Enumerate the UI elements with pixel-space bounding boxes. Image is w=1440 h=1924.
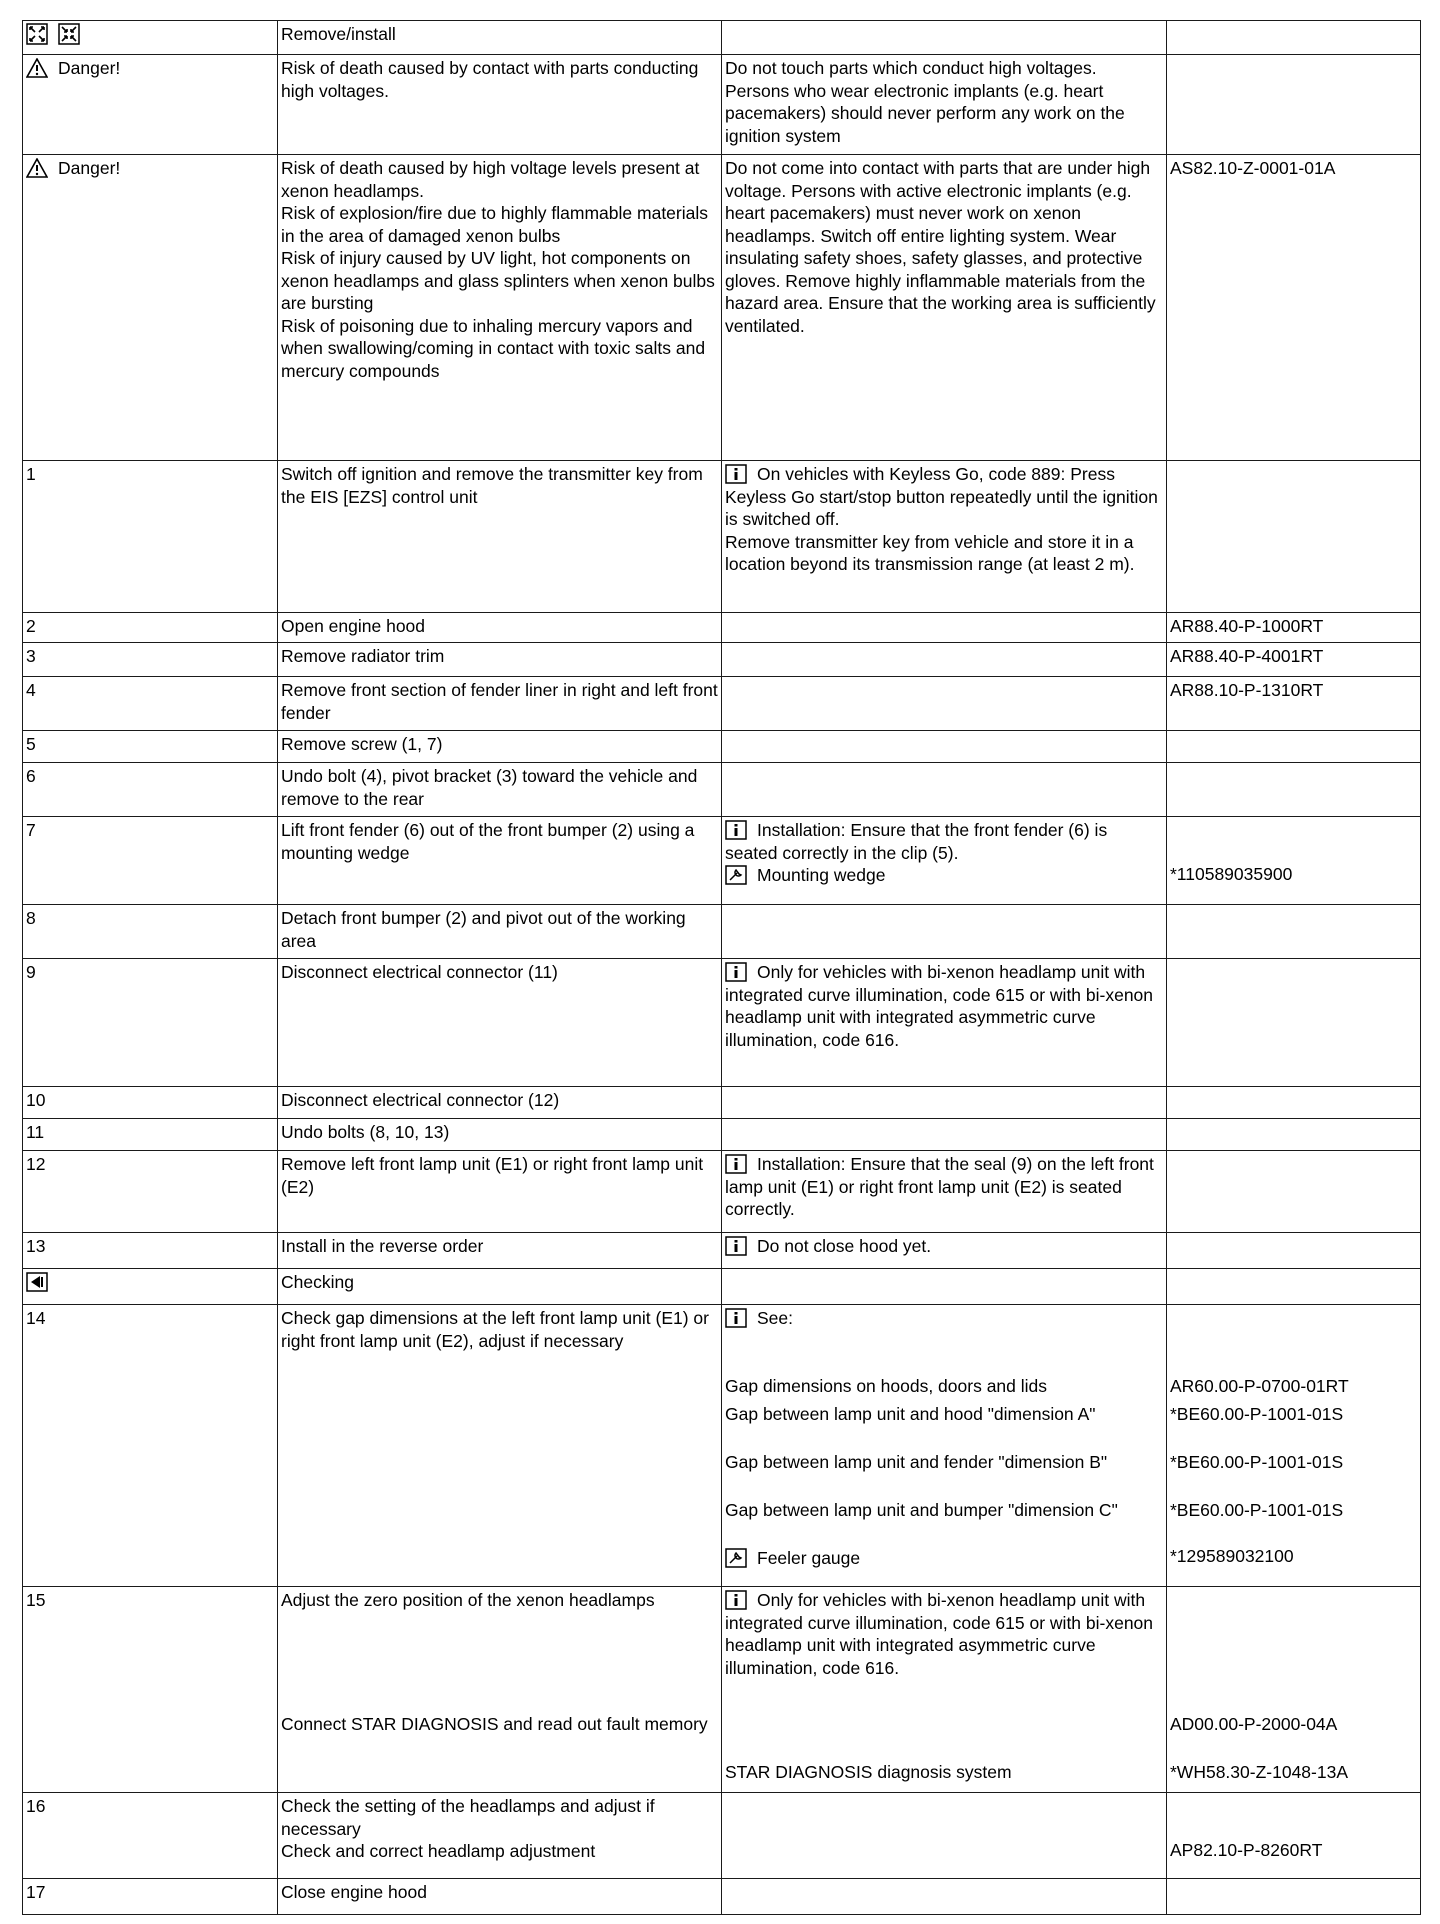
note-cell [722, 643, 1167, 677]
note-cell [722, 155, 1167, 461]
ref-cell [1167, 1233, 1421, 1269]
desc-line: Risk of poisoning due to inhaling mercury vapors and when swallowing/coming in contact with toxic salts and mercury compounds [281, 315, 706, 381]
ref-cell: AR88.40-P-1000RT [1167, 613, 1421, 643]
ref-cell [1167, 1587, 1421, 1793]
step-label: Danger! [58, 58, 121, 78]
ref-line: *BE60.00-P-1001-01S [1170, 1452, 1344, 1472]
desc-line: Switch off ignition and remove the transmitter key from the EIS [EZS] control unit [281, 464, 703, 507]
step-cell: 8 [23, 905, 278, 959]
info-icon [725, 820, 747, 840]
note-cell [722, 1269, 1167, 1305]
header-ref-cell [1167, 21, 1421, 55]
ref-cell [1167, 817, 1421, 905]
info-icon [725, 1308, 747, 1328]
note-cell [722, 461, 1167, 613]
info-icon [725, 962, 747, 982]
desc-cell: Close engine hood [278, 1879, 722, 1915]
ref-line: *129589032100 [1170, 1546, 1294, 1566]
info-icon [725, 1154, 747, 1174]
step-label: Danger! [58, 158, 121, 178]
desc-line: Risk of explosion/fire due to highly flammable materials in the area of damaged xenon bulbs [281, 203, 708, 246]
ref-line: AD00.00-P-2000-04A [1170, 1714, 1338, 1734]
step-cell: 2 [23, 613, 278, 643]
table-row [23, 55, 1421, 155]
desc-cell: Disconnect electrical connector (12) [278, 1087, 722, 1119]
ref-cell: AR88.40-P-4001RT [1167, 643, 1421, 677]
note-cell [722, 1087, 1167, 1119]
note-line: Mounting wedge [757, 865, 886, 885]
step-cell: 9 [23, 959, 278, 1087]
desc-cell: Disconnect electrical connector (11) [278, 959, 722, 1087]
note-line: Feeler gauge [757, 1548, 861, 1568]
procedure-table [22, 20, 1421, 1915]
note-line: Installation: Ensure that the front fender (6) is seated correctly in the clip (5). [725, 820, 1108, 863]
desc-cell: Remove radiator trim [278, 643, 722, 677]
info-icon [725, 464, 747, 484]
ref-line: AS82.10-Z-0001-01A [1170, 158, 1336, 178]
note-cell [722, 1879, 1167, 1915]
note-cell [722, 1305, 1167, 1587]
ref-cell [1167, 959, 1421, 1087]
ref-cell [1167, 1879, 1421, 1915]
desc-cell [278, 55, 722, 155]
step-cell: 14 [23, 1305, 278, 1587]
desc-line: Check and correct headlamp adjustment [281, 1841, 596, 1861]
note-cell [722, 677, 1167, 731]
special-tool-icon [725, 1548, 747, 1568]
table-row [23, 1151, 1421, 1233]
install-icon [58, 23, 80, 45]
table-row [23, 959, 1421, 1087]
ref-line [1170, 819, 1417, 863]
step-cell: 10 [23, 1087, 278, 1119]
note-cell [722, 905, 1167, 959]
checking-icon [26, 1272, 48, 1292]
desc-cell [278, 1793, 722, 1879]
ref-cell [1167, 1119, 1421, 1151]
ref-cell [1167, 731, 1421, 763]
ref-line: *110589035900 [1170, 864, 1293, 884]
ref-cell [1167, 1793, 1421, 1879]
note-cell [722, 1151, 1167, 1233]
desc-line: Risk of death caused by high voltage levels present at xenon headlamps. [281, 158, 700, 201]
step-cell: 1 [23, 461, 278, 613]
desc-cell: Remove screw (1, 7) [278, 731, 722, 763]
table-row [23, 677, 1421, 731]
note-cell [722, 731, 1167, 763]
note-cell [722, 55, 1167, 155]
step-cell [23, 155, 278, 461]
ref-line: AR60.00-P-0700-01RT [1170, 1376, 1349, 1396]
ref-cell [1167, 461, 1421, 613]
table-row [23, 1119, 1421, 1151]
note-line: Do not touch parts which conduct high voltages. Persons who wear electronic implants (e.g. heart pacemakers) should never perform any work on the ignition system [725, 58, 1125, 146]
step-cell: 13 [23, 1233, 278, 1269]
desc-cell: Remove front section of fender liner in right and left front fender [278, 677, 722, 731]
table-row [23, 643, 1421, 677]
table-row [23, 1879, 1421, 1915]
note-line: Installation: Ensure that the seal (9) on the left front lamp unit (E1) or right front lamp unit (E2) is seated correctly. [725, 1154, 1154, 1219]
table-row [23, 613, 1421, 643]
step-cell [23, 1269, 278, 1305]
note-line: Only for vehicles with bi-xenon headlamp unit with integrated curve illumination, code 615 or with bi-xenon headlamp unit with integrated asymmetric curve illumination, code 616. [725, 962, 1154, 1050]
desc-line: Adjust the zero position of the xenon headlamps [281, 1590, 655, 1610]
step-cell: 3 [23, 643, 278, 677]
step-cell: 5 [23, 731, 278, 763]
header-label: Remove/install [278, 21, 722, 55]
ref-line: AP82.10-P-8260RT [1170, 1840, 1323, 1860]
note-cell [722, 1793, 1167, 1879]
note-line: Gap between lamp unit and hood "dimension A" [725, 1404, 1096, 1424]
table-row [23, 461, 1421, 613]
table-row [23, 1087, 1421, 1119]
desc-cell [278, 1587, 722, 1793]
ref-cell: AR88.10-P-1310RT [1167, 677, 1421, 731]
header-note-cell [722, 21, 1167, 55]
table-row [23, 1305, 1421, 1587]
note-cell [722, 817, 1167, 905]
ref-cell [1167, 905, 1421, 959]
ref-line [1170, 1307, 1417, 1375]
table-row [23, 905, 1421, 959]
note-line: Do not come into contact with parts that are under high voltage. Persons with active electronic implants (e.g. heart pacemakers) must never work on xenon headlamps. Switch off entire lighting system. Wear insulating safety shoes, safety glasses, and protective gloves. Remove highly inflammable materials from the hazard area. Ensure that the working area is sufficiently ventilated. [725, 158, 1156, 336]
remove-icon [26, 23, 48, 45]
note-cell [722, 1233, 1167, 1269]
ref-line [1170, 1795, 1417, 1839]
note-line: On vehicles with Keyless Go, code 889: Press Keyless Go start/stop button repeatedly until the ignition is switched off. [725, 464, 1158, 529]
desc-cell: Remove left front lamp unit (E1) or right front lamp unit (E2) [278, 1151, 722, 1233]
ref-line: *BE60.00-P-1001-01S [1170, 1404, 1344, 1424]
desc-line: Connect STAR DIAGNOSIS and read out fault memory [281, 1714, 708, 1734]
step-cell: 15 [23, 1587, 278, 1793]
table-row [23, 817, 1421, 905]
ref-cell [1167, 1269, 1421, 1305]
ref-line [1170, 1589, 1417, 1713]
note-cell [722, 613, 1167, 643]
step-cell: 12 [23, 1151, 278, 1233]
step-cell: 11 [23, 1119, 278, 1151]
desc-cell: Checking [278, 1269, 722, 1305]
desc-cell: Check gap dimensions at the left front lamp unit (E1) or right front lamp unit (E2), adjust if necessary [278, 1305, 722, 1587]
note-cell [722, 959, 1167, 1087]
desc-cell [278, 155, 722, 461]
note-line: Remove transmitter key from vehicle and store it in a location beyond its transmission range (at least 2 m). [725, 531, 1135, 574]
desc-cell: Lift front fender (6) out of the front bumper (2) using a mounting wedge [278, 817, 722, 905]
table-row [23, 1587, 1421, 1793]
note-line: Only for vehicles with bi-xenon headlamp unit with integrated curve illumination, code 615 or with bi-xenon headlamp unit with integrated asymmetric curve illumination, code 616. [725, 1590, 1154, 1678]
warning-triangle-icon [26, 58, 48, 78]
note-line: Do not close hood yet. [757, 1236, 932, 1256]
info-icon [725, 1236, 747, 1256]
info-icon [725, 1590, 747, 1610]
desc-line: Check the setting of the headlamps and adjust if necessary [281, 1796, 655, 1839]
step-cell: 17 [23, 1879, 278, 1915]
ref-cell [1167, 155, 1421, 461]
step-cell: 7 [23, 817, 278, 905]
ref-cell [1167, 763, 1421, 817]
note-line: See: [757, 1308, 793, 1328]
step-cell: 16 [23, 1793, 278, 1879]
note-line [725, 1713, 1163, 1761]
desc-line: Risk of death caused by contact with parts conducting high voltages. [281, 58, 699, 101]
note-cell [722, 1587, 1167, 1793]
step-cell: 6 [23, 763, 278, 817]
note-cell [722, 1119, 1167, 1151]
table-row [23, 731, 1421, 763]
desc-cell: Install in the reverse order [278, 1233, 722, 1269]
ref-cell [1167, 1305, 1421, 1587]
desc-cell: Undo bolt (4), pivot bracket (3) toward the vehicle and remove to the rear [278, 763, 722, 817]
note-cell [722, 763, 1167, 817]
ref-line: *WH58.30-Z-1048-13A [1170, 1762, 1348, 1782]
ref-cell [1167, 1087, 1421, 1119]
desc-cell [278, 461, 722, 613]
ref-line: *BE60.00-P-1001-01S [1170, 1500, 1344, 1520]
step-cell: 4 [23, 677, 278, 731]
desc-cell: Detach front bumper (2) and pivot out of the working area [278, 905, 722, 959]
warning-triangle-icon [26, 158, 48, 178]
desc-cell: Undo bolts (8, 10, 13) [278, 1119, 722, 1151]
header-icons-cell [23, 21, 278, 55]
desc-cell: Open engine hood [278, 613, 722, 643]
note-line: Gap dimensions on hoods, doors and lids [725, 1376, 1048, 1396]
table-row [23, 1233, 1421, 1269]
note-line: Gap between lamp unit and fender "dimension B" [725, 1452, 1108, 1472]
table-row [23, 1269, 1421, 1305]
table-row [23, 1793, 1421, 1879]
note-line: Gap between lamp unit and bumper "dimension C" [725, 1500, 1118, 1520]
header-row [23, 21, 1421, 55]
ref-cell [1167, 55, 1421, 155]
special-tool-icon [725, 865, 747, 885]
step-cell [23, 55, 278, 155]
note-line: STAR DIAGNOSIS diagnosis system [725, 1762, 1012, 1782]
ref-cell [1167, 1151, 1421, 1233]
table-row [23, 155, 1421, 461]
desc-line: Risk of injury caused by UV light, hot components on xenon headlamps and glass splinters when xenon bulbs are bursting [281, 248, 715, 313]
table-row [23, 763, 1421, 817]
